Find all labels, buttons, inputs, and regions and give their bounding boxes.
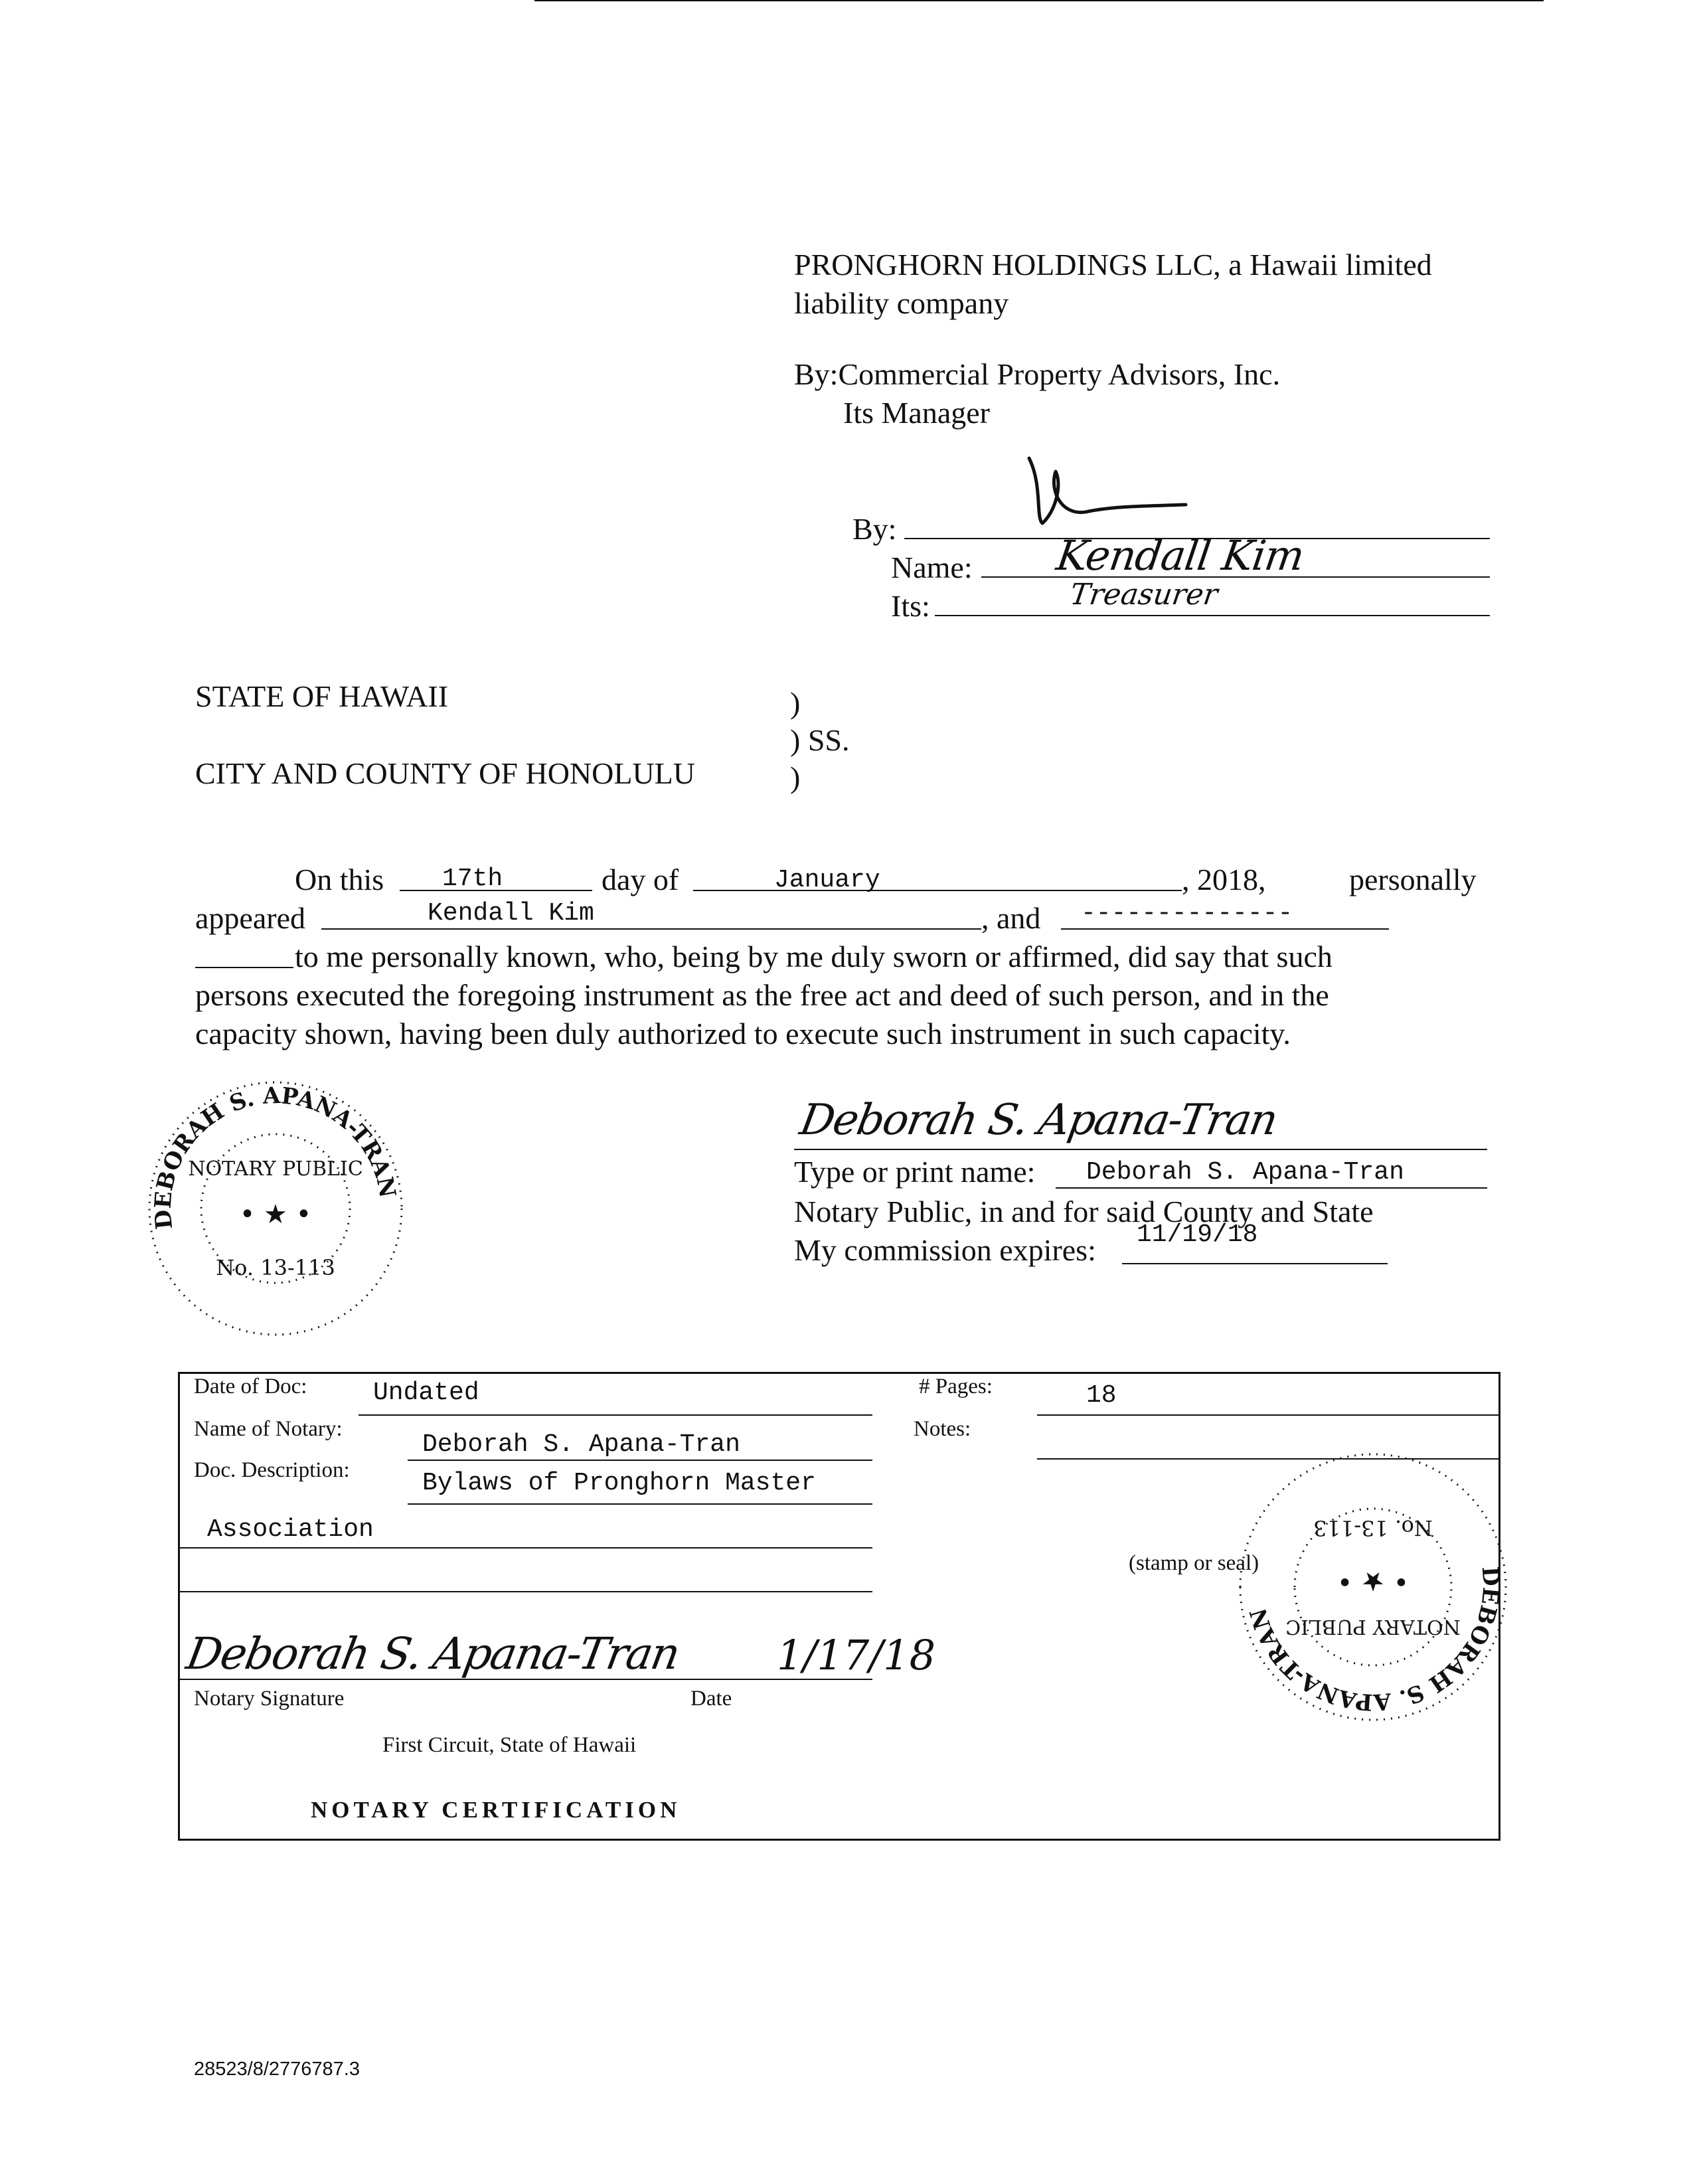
- venue-paren-3: ): [790, 760, 801, 794]
- seal-star-icon: • ★ •: [239, 1199, 312, 1230]
- seal-number: No. 13-113: [216, 1255, 335, 1280]
- by-label: By:: [852, 512, 897, 546]
- entity-its-line: Its Manager: [843, 396, 990, 430]
- doc-description-line-2: [178, 1547, 872, 1549]
- entity-name-line2: liability company: [794, 286, 1009, 320]
- pages-line: [1037, 1414, 1500, 1416]
- notary-signature-date-line: [178, 1679, 872, 1680]
- ack-body-line1: to me personally known, who, being by me duly sworn or affirmed, did say that such: [295, 940, 1333, 973]
- pages-value: 18: [1086, 1381, 1117, 1410]
- notes-label: Notes:: [914, 1417, 971, 1441]
- cert-signed-date-handwritten: 1/17/18: [777, 1631, 936, 1679]
- ack-body-line2: persons executed the foregoing instrument as the free act and deed of such person, and in the: [195, 978, 1329, 1012]
- certification-title: NOTARY CERTIFICATION: [311, 1797, 681, 1823]
- commission-line: [1122, 1263, 1388, 1264]
- seal-inner-text-2: NOTARY PUBLIC: [1285, 1615, 1461, 1638]
- type-print-value: Deborah S. Apana-Tran: [1086, 1158, 1404, 1187]
- doc-description-value-2: Association: [207, 1515, 374, 1544]
- notary-seal: [133, 1076, 425, 1341]
- top-edge-rule: [534, 0, 1544, 1]
- doc-description-label: Doc. Description:: [194, 1458, 350, 1482]
- entity-by-line: By:Commercial Property Advisors, Inc.: [794, 357, 1281, 391]
- month-line: [693, 890, 1182, 891]
- day-value: 17th: [442, 865, 503, 893]
- name-label: Name:: [891, 550, 973, 584]
- seal-number-2: No. 13-113: [1313, 1515, 1433, 1541]
- appeared-line: [321, 928, 981, 930]
- seal-ring-text-2: DEBORAH S. APANA-TRAN: [1245, 1565, 1504, 1716]
- name-handwritten: Kendall Kim: [1053, 531, 1307, 580]
- seal-inner-text: NOTARY PUBLIC: [188, 1157, 363, 1181]
- cert-notary-signature-handwritten: Deborah S. Apana-Tran: [183, 1628, 683, 1679]
- pages-label: # Pages:: [919, 1375, 993, 1398]
- circuit-text: First Circuit, State of Hawaii: [382, 1733, 637, 1757]
- date-of-doc-value: Undated: [373, 1379, 479, 1407]
- ack-year: , 2018,: [1182, 863, 1266, 896]
- its-handwritten: Treasurer: [1068, 578, 1220, 612]
- ack-day-of: day of: [602, 863, 679, 896]
- date-label: Date: [690, 1687, 732, 1711]
- appeared-name: Kendall Kim: [428, 899, 594, 928]
- authorized-signature: [1016, 445, 1188, 545]
- type-print-label: Type or print name:: [794, 1155, 1036, 1189]
- notary-signature-handwritten: Deborah S. Apana-Tran: [796, 1096, 1281, 1145]
- type-print-line: [1056, 1187, 1487, 1189]
- date-of-doc-label: Date of Doc:: [194, 1375, 307, 1398]
- doc-description-line-1: [408, 1503, 872, 1505]
- notary-public-line: Notary Public, in and for said County and State: [794, 1195, 1374, 1228]
- seal-star-icon-2: • ★ •: [1336, 1566, 1410, 1596]
- doc-description-line-3: [178, 1591, 872, 1592]
- month-value: January: [774, 866, 880, 894]
- stamp-or-seal-label: (stamp or seal): [1129, 1551, 1259, 1575]
- seal-ring-text: DEBORAH S. APANA-TRAN: [149, 1082, 401, 1231]
- name-of-notary-label: Name of Notary:: [194, 1417, 343, 1441]
- commission-value: 11/19/18: [1137, 1220, 1258, 1249]
- venue-state: STATE OF HAWAII: [195, 679, 449, 713]
- name-of-notary-line: [408, 1460, 872, 1461]
- venue-ss: ) SS.: [790, 723, 850, 757]
- venue-county: CITY AND COUNTY OF HONOLULU: [195, 756, 696, 790]
- ack-and: , and: [981, 901, 1041, 935]
- notary-seal-certification: [1220, 1428, 1526, 1746]
- date-of-doc-line: [359, 1414, 872, 1416]
- its-label: Its:: [891, 589, 930, 623]
- entity-name-line1: PRONGHORN HOLDINGS LLC, a Hawaii limited: [794, 248, 1432, 282]
- and-line: [1061, 928, 1389, 930]
- document-id: 28523/8/2776787.3: [194, 2058, 360, 2080]
- doc-description-value-1: Bylaws of Pronghorn Master: [422, 1469, 816, 1497]
- ack-on-this: On this: [295, 863, 384, 896]
- notary-signature-line: [794, 1149, 1487, 1150]
- notary-signature-label: Notary Signature: [194, 1687, 345, 1711]
- name-of-notary-value: Deborah S. Apana-Tran: [422, 1430, 740, 1459]
- commission-label: My commission expires:: [794, 1233, 1096, 1267]
- ack-body-line3: capacity shown, having been duly authorized to execute such instrument in such capacity.: [195, 1017, 1291, 1050]
- venue-paren-1: ): [790, 686, 801, 720]
- and-value: --------------: [1081, 899, 1293, 928]
- ack-personally: personally: [1349, 863, 1477, 896]
- leading-blank-line: [195, 967, 293, 968]
- ack-appeared: appeared: [195, 901, 305, 935]
- its-line: [935, 615, 1490, 616]
